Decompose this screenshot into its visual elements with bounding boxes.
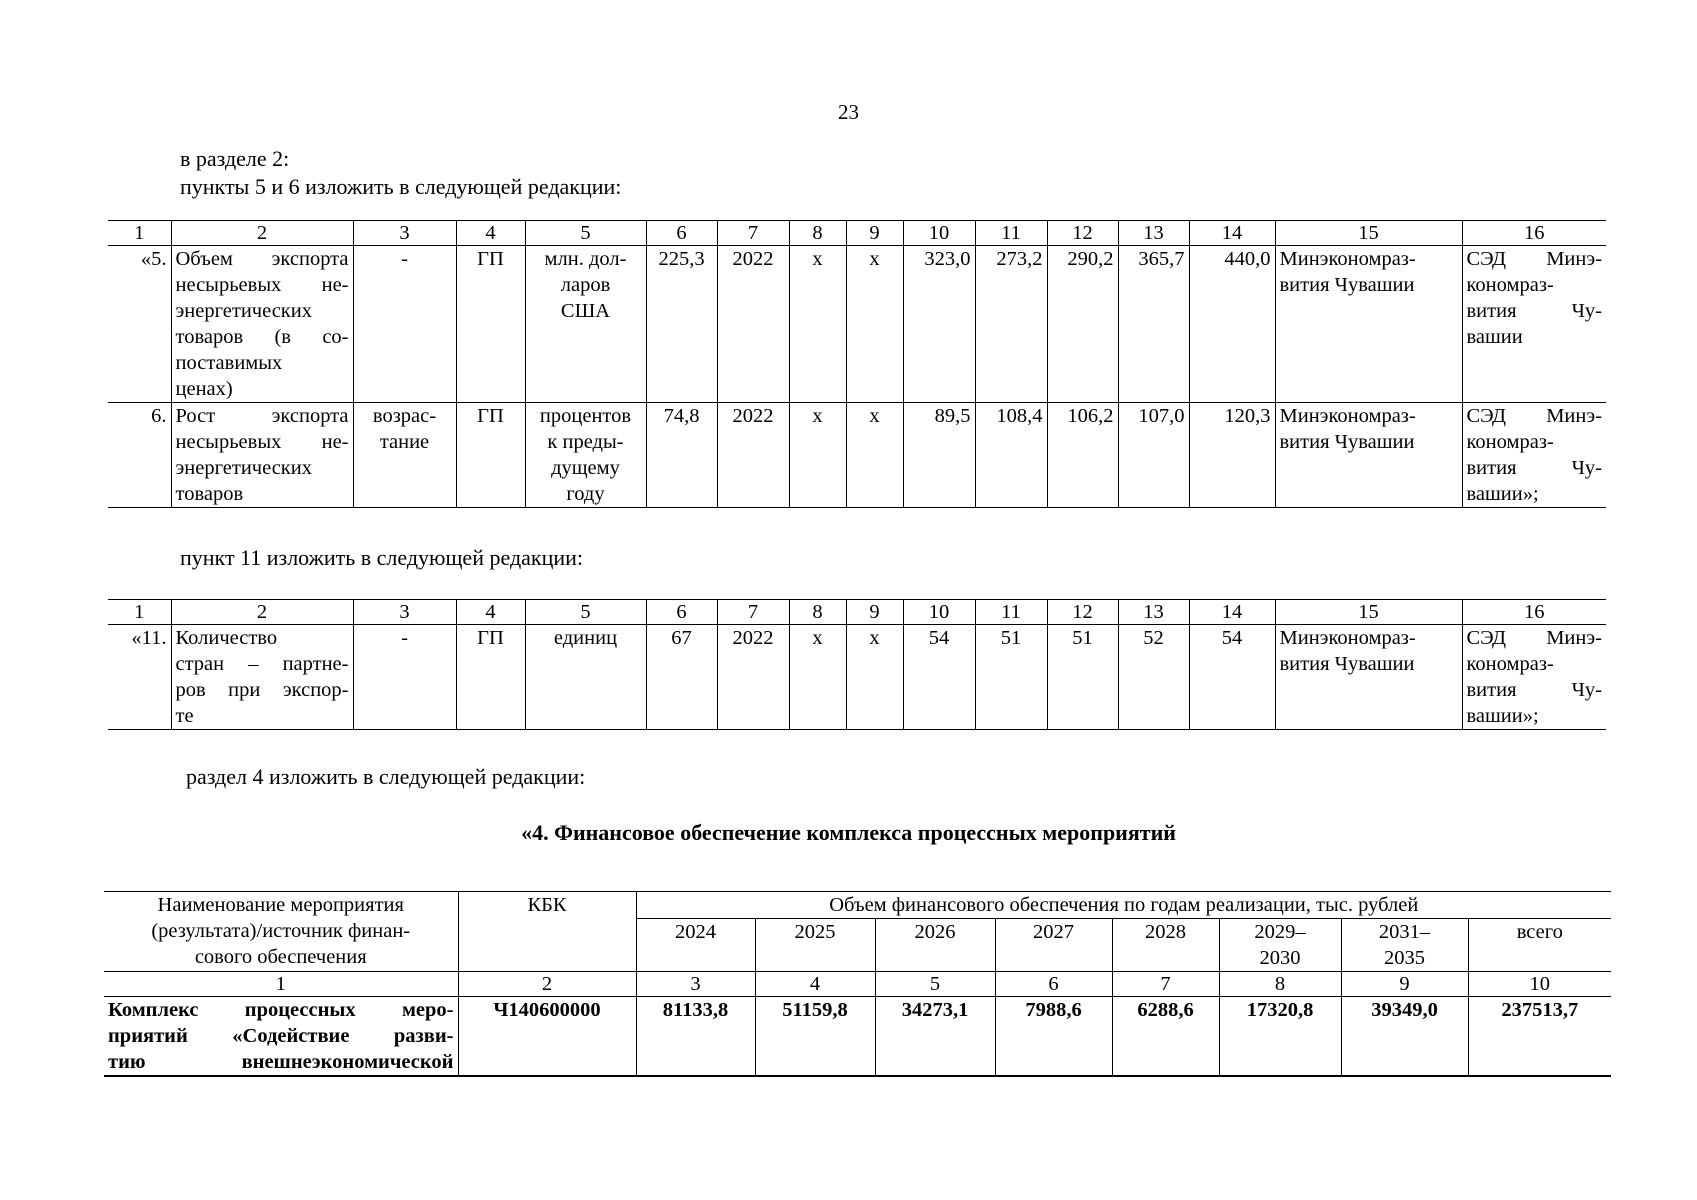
text-line: несырьевых не- xyxy=(175,431,349,453)
text-line: Минэкономраз- xyxy=(1279,248,1416,270)
col-number: 15 xyxy=(1275,221,1462,246)
program-name xyxy=(104,997,458,1077)
text-line: 2031– xyxy=(1378,921,1431,943)
value-cell: 120,3 xyxy=(1189,403,1275,508)
text-line: Минэкономраз- xyxy=(1279,405,1416,427)
header-year: 2024 xyxy=(636,919,755,972)
cell-x: х xyxy=(846,246,903,403)
text-line: вашии»; xyxy=(1466,483,1539,505)
text-line: возрас- xyxy=(372,405,437,427)
text-line: кономраз- xyxy=(1466,653,1554,675)
col-number: 9 xyxy=(1341,972,1468,997)
cell-x: х xyxy=(846,403,903,508)
amount-total: 237513,7 xyxy=(1468,997,1611,1077)
cell-x: х xyxy=(789,625,846,730)
header-name xyxy=(104,892,458,972)
cell-x: х xyxy=(789,403,846,508)
value-cell: 51 xyxy=(975,625,1047,730)
text-line: процентов xyxy=(539,405,632,427)
amount-cell: 51159,8 xyxy=(755,997,875,1077)
text-line: вития Чувашии xyxy=(1279,653,1415,675)
text-line: вития Чу- xyxy=(1466,300,1602,322)
text-line: млн. дол- xyxy=(544,248,627,270)
text-line: 2029– xyxy=(1254,921,1306,943)
header-kbk: КБК xyxy=(458,892,636,972)
cell-x: х xyxy=(789,246,846,403)
amount-cell: 17320,8 xyxy=(1219,997,1341,1077)
col-number: 8 xyxy=(1219,972,1341,997)
col-number: 2 xyxy=(171,221,353,246)
text-line: вития Чу- xyxy=(1466,679,1602,701)
col-number: 9 xyxy=(846,600,903,625)
value-cell: 365,7 xyxy=(1118,246,1189,403)
cell-x: х xyxy=(846,625,903,730)
page-number: 23 xyxy=(838,100,859,124)
text-line: СЭД Минэ- xyxy=(1466,248,1602,270)
col-number: 3 xyxy=(636,972,755,997)
indicators-table-2 xyxy=(108,599,1606,730)
value-cell: 290,2 xyxy=(1047,246,1118,403)
text-line: стран – партне- xyxy=(175,653,349,675)
row-number: «5. xyxy=(108,246,171,403)
info-system xyxy=(1462,403,1606,508)
text-line: году xyxy=(566,483,605,505)
text-line: США xyxy=(560,300,611,322)
text-line: Рост экспорта xyxy=(175,405,349,427)
info-system xyxy=(1462,246,1606,403)
col-number: 5 xyxy=(875,972,995,997)
value-cell: 106,2 xyxy=(1047,403,1118,508)
text-line: СЭД Минэ- xyxy=(1466,405,1602,427)
value-cell: 52 xyxy=(1118,625,1189,730)
text-line: Комплекс процессных меро- xyxy=(108,999,454,1021)
col-number: 1 xyxy=(104,972,458,997)
amount-cell: 6288,6 xyxy=(1112,997,1219,1077)
col-number: 5 xyxy=(525,221,646,246)
table-row xyxy=(108,246,1606,403)
text-line: (результата)/источник финан- xyxy=(151,920,411,942)
col-number: 16 xyxy=(1462,600,1606,625)
header-group: Объем финансового обеспечения по годам реализации, тыс. рублей xyxy=(636,892,1611,919)
value-cell: 51 xyxy=(1047,625,1118,730)
text-line: к преды- xyxy=(547,431,624,453)
text-line: энергетических xyxy=(175,457,312,479)
col-number: 4 xyxy=(755,972,875,997)
text-line: дущему xyxy=(551,457,620,479)
text-line: товаров xyxy=(175,483,244,505)
col-number: 11 xyxy=(975,221,1047,246)
amount-cell: 81133,8 xyxy=(636,997,755,1077)
text-line: СЭД Минэ- xyxy=(1466,627,1602,649)
text-line: сового обеспечения xyxy=(194,946,367,968)
paragraph-section-4: раздел 4 изложить в следующей редакции: xyxy=(186,764,586,789)
header-year: 2027 xyxy=(995,919,1112,972)
text-line: вашии xyxy=(1466,326,1523,348)
text-line: приятий «Содействие разви- xyxy=(108,1025,454,1047)
direction xyxy=(353,403,456,508)
text-line: 2035 xyxy=(1384,947,1425,969)
intro-line-2: пункты 5 и 6 изложить в следующей редакции: xyxy=(180,174,622,199)
base-year: 2022 xyxy=(717,403,789,508)
text-line: кономраз- xyxy=(1466,274,1554,296)
direction: - xyxy=(353,625,456,730)
col-number: 14 xyxy=(1189,221,1275,246)
col-number: 4 xyxy=(456,600,525,625)
col-number: 7 xyxy=(717,600,789,625)
text-line: несырьевых не- xyxy=(175,274,349,296)
col-number: 8 xyxy=(789,600,846,625)
value-cell: 323,0 xyxy=(903,246,975,403)
text-line: Количество xyxy=(175,627,278,649)
header-period xyxy=(1219,919,1341,972)
value-cell: 54 xyxy=(1189,625,1275,730)
value-cell: 108,4 xyxy=(975,403,1047,508)
column-number-row xyxy=(108,600,1606,625)
direction: - xyxy=(353,246,456,403)
col-number: 2 xyxy=(171,600,353,625)
col-number: 13 xyxy=(1118,600,1189,625)
info-system xyxy=(1462,625,1606,730)
header-year: 2025 xyxy=(755,919,875,972)
col-number: 10 xyxy=(903,600,975,625)
text-line: 2030 xyxy=(1259,947,1301,969)
table-row xyxy=(104,997,1611,1077)
value-cell: 54 xyxy=(903,625,975,730)
row-number: 6. xyxy=(108,403,171,508)
col-number: 6 xyxy=(995,972,1112,997)
col-number: 3 xyxy=(353,600,456,625)
amount-cell: 39349,0 xyxy=(1341,997,1468,1077)
financing-table xyxy=(104,891,1611,1077)
header-year: 2028 xyxy=(1112,919,1219,972)
col-number: 14 xyxy=(1189,600,1275,625)
unit xyxy=(525,403,646,508)
col-number: 7 xyxy=(1112,972,1219,997)
col-number: 5 xyxy=(525,600,646,625)
header-period xyxy=(1341,919,1468,972)
indicator-name xyxy=(171,246,353,403)
level: ГП xyxy=(456,625,525,730)
section-heading: «4. Финансовое обеспечение комплекса процессных мероприятий xyxy=(521,820,1176,845)
unit xyxy=(525,246,646,403)
amount-cell: 34273,1 xyxy=(875,997,995,1077)
responsible xyxy=(1275,246,1462,403)
col-number: 8 xyxy=(789,221,846,246)
level: ГП xyxy=(456,246,525,403)
base-value: 225,3 xyxy=(646,246,717,403)
text-line: вития Чувашии xyxy=(1279,431,1415,453)
header-total: всего xyxy=(1468,919,1611,972)
text-line: вития Чу- xyxy=(1466,457,1602,479)
text-line: Минэкономраз- xyxy=(1279,627,1416,649)
kbk-code: Ч140600000 xyxy=(458,997,636,1077)
col-number: 7 xyxy=(717,221,789,246)
col-number: 15 xyxy=(1275,600,1462,625)
col-number: 2 xyxy=(458,972,636,997)
text-line: ров при экспор- xyxy=(175,679,349,701)
header-year: 2026 xyxy=(875,919,995,972)
col-number: 4 xyxy=(456,221,525,246)
unit: единиц xyxy=(525,625,646,730)
indicator-name xyxy=(171,625,353,730)
col-number: 12 xyxy=(1047,221,1118,246)
indicators-table-1 xyxy=(108,220,1606,508)
text-line: товаров (в со- xyxy=(175,326,349,348)
text-line: Объем экспорта xyxy=(175,248,349,270)
column-number-row xyxy=(104,972,1611,997)
col-number: 1 xyxy=(108,600,171,625)
text-line: поставимых xyxy=(175,352,283,374)
table-row xyxy=(108,625,1606,730)
text-line: тание xyxy=(379,431,430,453)
base-value: 74,8 xyxy=(646,403,717,508)
text-line: энергетических xyxy=(175,300,312,322)
paragraph-item-11: пункт 11 изложить в следующей редакции: xyxy=(180,545,584,570)
col-number: 12 xyxy=(1047,600,1118,625)
intro-line-1: в разделе 2: xyxy=(180,146,290,171)
text-line: те xyxy=(175,705,194,727)
text-line: ларов xyxy=(560,274,611,296)
amount-cell: 7988,6 xyxy=(995,997,1112,1077)
col-number: 11 xyxy=(975,600,1047,625)
row-number: «11. xyxy=(108,625,171,730)
responsible xyxy=(1275,625,1462,730)
text-line: вашии»; xyxy=(1466,705,1539,727)
responsible xyxy=(1275,403,1462,508)
col-number: 3 xyxy=(353,221,456,246)
text-line: тию внешнеэкономической xyxy=(108,1051,454,1073)
col-number: 13 xyxy=(1118,221,1189,246)
column-number-row xyxy=(108,221,1606,246)
text-line: кономраз- xyxy=(1466,431,1554,453)
col-number: 6 xyxy=(646,221,717,246)
value-cell: 440,0 xyxy=(1189,246,1275,403)
text-line: ценах) xyxy=(175,378,233,400)
col-number: 6 xyxy=(646,600,717,625)
col-number: 1 xyxy=(108,221,171,246)
value-cell: 107,0 xyxy=(1118,403,1189,508)
table-row xyxy=(108,403,1606,508)
value-cell: 273,2 xyxy=(975,246,1047,403)
header-row xyxy=(104,892,1611,919)
col-number: 10 xyxy=(1468,972,1611,997)
text-line: Наименование мероприятия xyxy=(157,894,404,916)
col-number: 9 xyxy=(846,221,903,246)
value-cell: 89,5 xyxy=(903,403,975,508)
base-value: 67 xyxy=(646,625,717,730)
base-year: 2022 xyxy=(717,625,789,730)
indicator-name xyxy=(171,403,353,508)
text-line: вития Чувашии xyxy=(1279,274,1415,296)
col-number: 10 xyxy=(903,221,975,246)
col-number: 16 xyxy=(1462,221,1606,246)
base-year: 2022 xyxy=(717,246,789,403)
level: ГП xyxy=(456,403,525,508)
